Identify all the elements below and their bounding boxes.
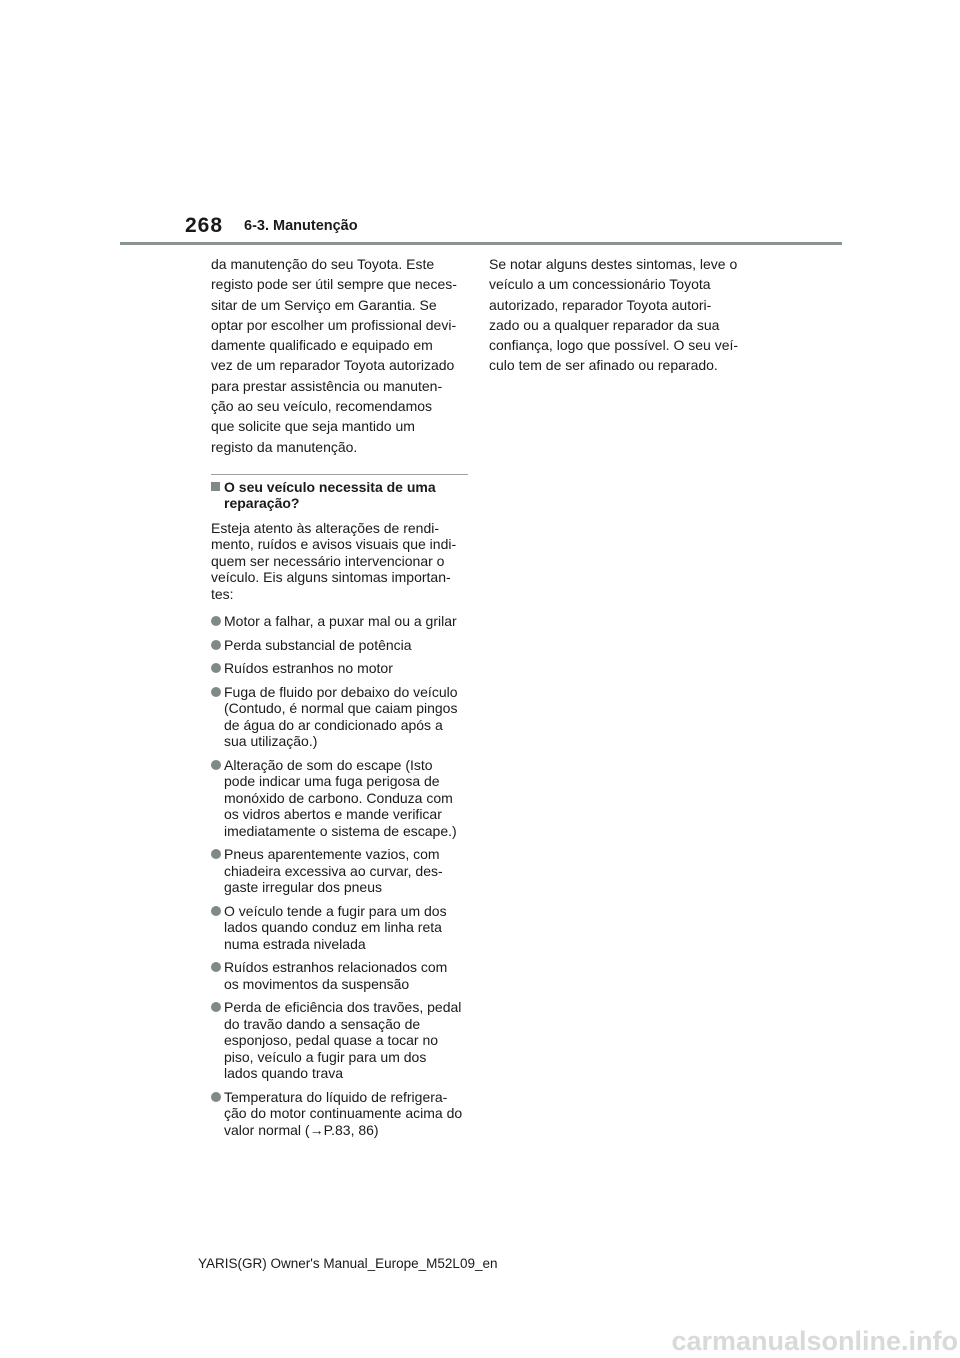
advice-line: zado ou a qualquer reparador da sua: [489, 316, 720, 333]
advice-line: veículo a um concessionário Toyota: [489, 276, 711, 293]
round-bullet-icon: [211, 1092, 221, 1102]
subheading-line: O seu veículo necessita de uma: [224, 478, 436, 495]
symptom-item: [211, 1089, 469, 1139]
round-bullet-icon: [211, 640, 221, 650]
intro-line: da manutenção do seu Toyota. Este: [211, 256, 435, 272]
symptom-text: [224, 637, 469, 654]
symptom-line: gaste irregular dos pneus: [224, 879, 382, 896]
symptom-line: os movimentos da suspensão: [224, 975, 410, 992]
symptom-line: lados quando conduz em linha reta: [224, 919, 442, 936]
intro-line: damente qualificado e equipado em: [211, 337, 433, 354]
round-bullet-icon: [211, 962, 221, 972]
symptom-text: [224, 613, 469, 630]
intro-line: optar por escolher um profissional devi-: [211, 316, 457, 333]
symptom-line: valor normal (→P.83, 86): [224, 1121, 379, 1138]
symptom-item: [211, 959, 469, 992]
square-bullet-icon: [211, 482, 220, 491]
left-column: [211, 254, 469, 1145]
page-number: 268: [185, 214, 224, 237]
intro-line: que solicite que seja mantido um: [211, 418, 415, 435]
symptom-item: [211, 637, 469, 654]
symptom-line: Temperatura do líquido de refrigera-: [224, 1088, 448, 1105]
symptom-line: chiadeira excessiva ao curvar, des-: [224, 862, 443, 879]
advice-line: Se notar alguns destes sintomas, leve o: [489, 256, 738, 272]
symptom-text: [224, 757, 469, 840]
lead-line: quem ser necessário intervencionar o: [211, 552, 445, 569]
symptom-line: (Contudo, é normal que caiam pingos: [224, 700, 458, 717]
symptom-line: Pneus aparentemente vazios, com: [224, 846, 440, 863]
symptom-text: [224, 660, 469, 677]
symptom-line: Ruídos estranhos relacionados com: [224, 959, 448, 976]
section-title: 6-3. Manutenção: [244, 218, 358, 234]
symptom-line: Alteração de som do escape (Isto: [224, 756, 433, 773]
symptom-line: ção do motor continuamente acima do: [224, 1105, 463, 1122]
subheading: [211, 479, 469, 512]
symptom-line: numa estrada nivelada: [224, 935, 366, 952]
symptom-line: Ruídos estranhos no motor: [224, 660, 393, 677]
symptom-line: pode indicar uma fuga perigosa de: [224, 773, 440, 790]
symptom-line: os vidros abertos e mande verificar: [224, 806, 442, 823]
symptom-line: de água do ar condicionado após a: [224, 716, 443, 733]
subheading-text: [224, 479, 436, 512]
symptom-line: monóxido de carbono. Conduza com: [224, 789, 453, 806]
round-bullet-icon: [211, 1002, 221, 1012]
symptom-item: [211, 613, 469, 630]
symptom-text: [224, 959, 469, 992]
symptom-line: imediatamente o sistema de escape.): [224, 822, 457, 839]
symptom-item: [211, 999, 469, 1082]
round-bullet-icon: [211, 663, 221, 673]
advice-line: culo tem de ser afinado ou reparado.: [489, 357, 718, 374]
subsection-rule: [211, 474, 468, 475]
intro-line: registo da manutenção.: [211, 438, 358, 455]
lead-line: veículo. Eis alguns sintomas importan-: [211, 569, 451, 586]
symptom-text: [224, 999, 469, 1082]
round-bullet-icon: [211, 849, 221, 859]
symptom-text: [224, 903, 469, 953]
right-column: [489, 254, 751, 376]
symptom-item: [211, 903, 469, 953]
intro-line: para prestar assistência ou manuten-: [211, 377, 443, 394]
symptom-list: [211, 613, 469, 1138]
lead-line: Esteja atento às alterações de rendi-: [211, 519, 440, 536]
symptom-item: [211, 846, 469, 896]
symptom-line: Motor a falhar, a puxar mal ou a grilar: [224, 613, 457, 630]
lead-line: mento, ruídos e avisos visuais que indi-: [211, 536, 457, 553]
round-bullet-icon: [211, 906, 221, 916]
advice-line: confiança, logo que possível. O seu veí-: [489, 337, 739, 354]
advice-paragraph: [489, 254, 751, 376]
symptom-line: Perda substancial de potência: [224, 636, 412, 653]
intro-paragraph: [211, 254, 469, 457]
symptom-line: do travão dando a sensação de: [224, 1015, 421, 1032]
symptom-text: [224, 846, 469, 896]
watermark: carmanualsonline.info: [671, 1326, 958, 1356]
symptom-line: Fuga de fluido por debaixo do veículo: [224, 683, 458, 700]
round-bullet-icon: [211, 616, 221, 626]
symptom-item: [211, 660, 469, 677]
lead-line: tes:: [211, 585, 234, 602]
round-bullet-icon: [211, 687, 221, 697]
symptom-text: [224, 684, 469, 750]
intro-line: vez de um reparador Toyota autorizado: [211, 357, 455, 374]
symptom-line: Perda de eficiência dos travões, pedal: [224, 999, 462, 1016]
symptom-line: O veículo tende a fugir para um dos: [224, 902, 447, 919]
symptom-item: [211, 757, 469, 840]
symptom-line: piso, veículo a fugir para um dos: [224, 1048, 427, 1065]
intro-line: ção ao seu veículo, recomendamos: [211, 398, 433, 415]
intro-line: sitar de um Serviço em Garantia. Se: [211, 296, 437, 313]
subheading-line: reparação?: [224, 495, 300, 512]
footer-manual-id: YARIS(GR) Owner's Manual_Europe_M52L09_en: [198, 1256, 498, 1271]
symptom-text: [224, 1089, 469, 1139]
header-rule: [120, 242, 842, 245]
advice-line: autorizado, reparador Toyota autori-: [489, 296, 712, 313]
symptom-item: [211, 684, 469, 750]
round-bullet-icon: [211, 760, 221, 770]
lead-paragraph: [211, 520, 469, 603]
symptom-line: lados quando trava: [224, 1065, 344, 1082]
symptom-line: sua utilização.): [224, 733, 318, 750]
intro-line: registo pode ser útil sempre que neces-: [211, 276, 457, 293]
symptom-line: esponjoso, pedal quase a tocar no: [224, 1032, 439, 1049]
